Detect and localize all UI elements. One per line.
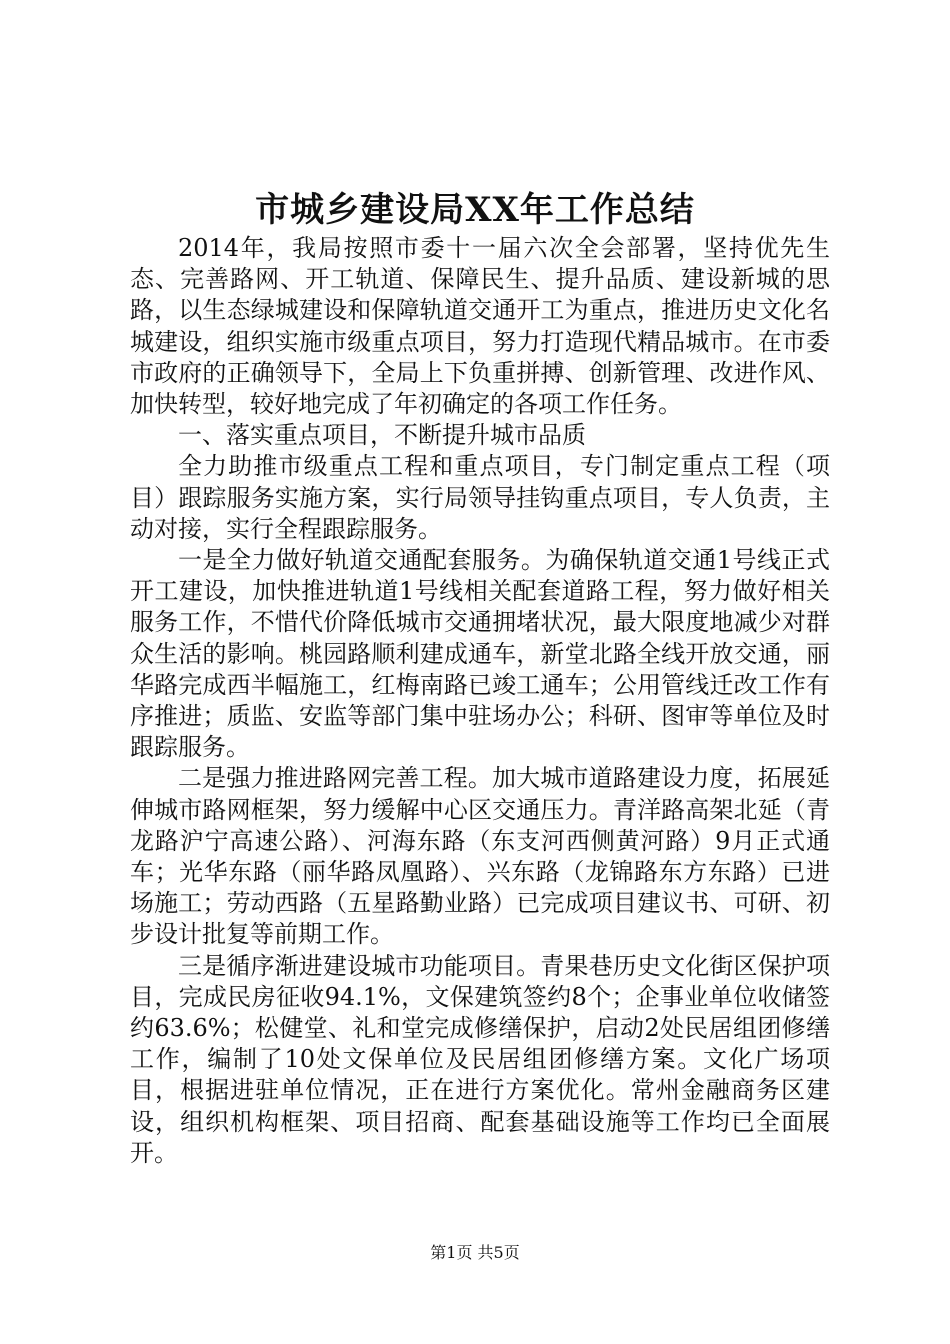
- document-title: 市城乡建设局XX年工作总结: [255, 190, 695, 230]
- paragraph-key-projects: 全力助推市级重点工程和重点项目，专门制定重点工程（项目）跟踪服务实施方案，实行局领导挂钩重点项目，专人负责，主动对接，实行全程跟踪服务。: [130, 452, 830, 543]
- document-body: [130, 233, 830, 1169]
- page-number-footer: 第1页 共5页: [430, 1243, 520, 1262]
- paragraph-road-network: 二是强力推进路网完善工程。加大城市道路建设力度，拓展延伸城市路网框架，努力缓解中心区交通压力。青洋路高架北延（青龙路沪宁高速公路）、河海东路（东支河西侧黄河路）9月正式通车；光华东路（丽华路凤凰路）、兴东路（龙锦路东方东路）已进场施工；劳动西路（五星路勤业路）已完成项目建议书、可研、初步设计批复等前期工作。: [130, 764, 830, 949]
- paragraph-intro: 2014年，我局按照市委十一届六次全会部署，坚持优先生态、完善路网、开工轨道、保障民生、提升品质、建设新城的思路，以生态绿城建设和保障轨道交通开工为重点，推进历史文化名城建设，组织实施市级重点项目，努力打造现代精品城市。在市委市政府的正确领导下，全局上下负重拼搏、创新管理、改进作风、加快转型，较好地完成了年初确定的各项工作任务。: [130, 234, 830, 419]
- section-heading-1: 一、落实重点项目，不断提升城市品质: [178, 421, 586, 450]
- paragraph-rail-transit: 一是全力做好轨道交通配套服务。为确保轨道交通1号线正式开工建设，加快推进轨道1号线相关配套道路工程，努力做好相关服务工作，不惜代价降低城市交通拥堵状况，最大限度地减少对群众生活的影响。桃园路顺利建成通车，新堂北路全线开放交通，丽华路完成西半幅施工，红梅南路已竣工通车；公用管线迁改工作有序推进；质监、安监等部门集中驻场办公；科研、图审等单位及时跟踪服务。: [130, 546, 830, 762]
- paragraph-function-projects: 三是循序渐进建设城市功能项目。青果巷历史文化街区保护项目，完成民房征收94.1%，文保建筑签约8个；企事业单位收储签约63.6%；松健堂、礼和堂完成修缮保护，启动2处民居组团修缮工作，编制了10处文保单位及民居组团修缮方案。文化广场项目，根据进驻单位情况，正在进行方案优化。常州金融商务区建设，组织机构框架、项目招商、配套基础设施等工作均已全面展开。: [130, 951, 830, 1167]
